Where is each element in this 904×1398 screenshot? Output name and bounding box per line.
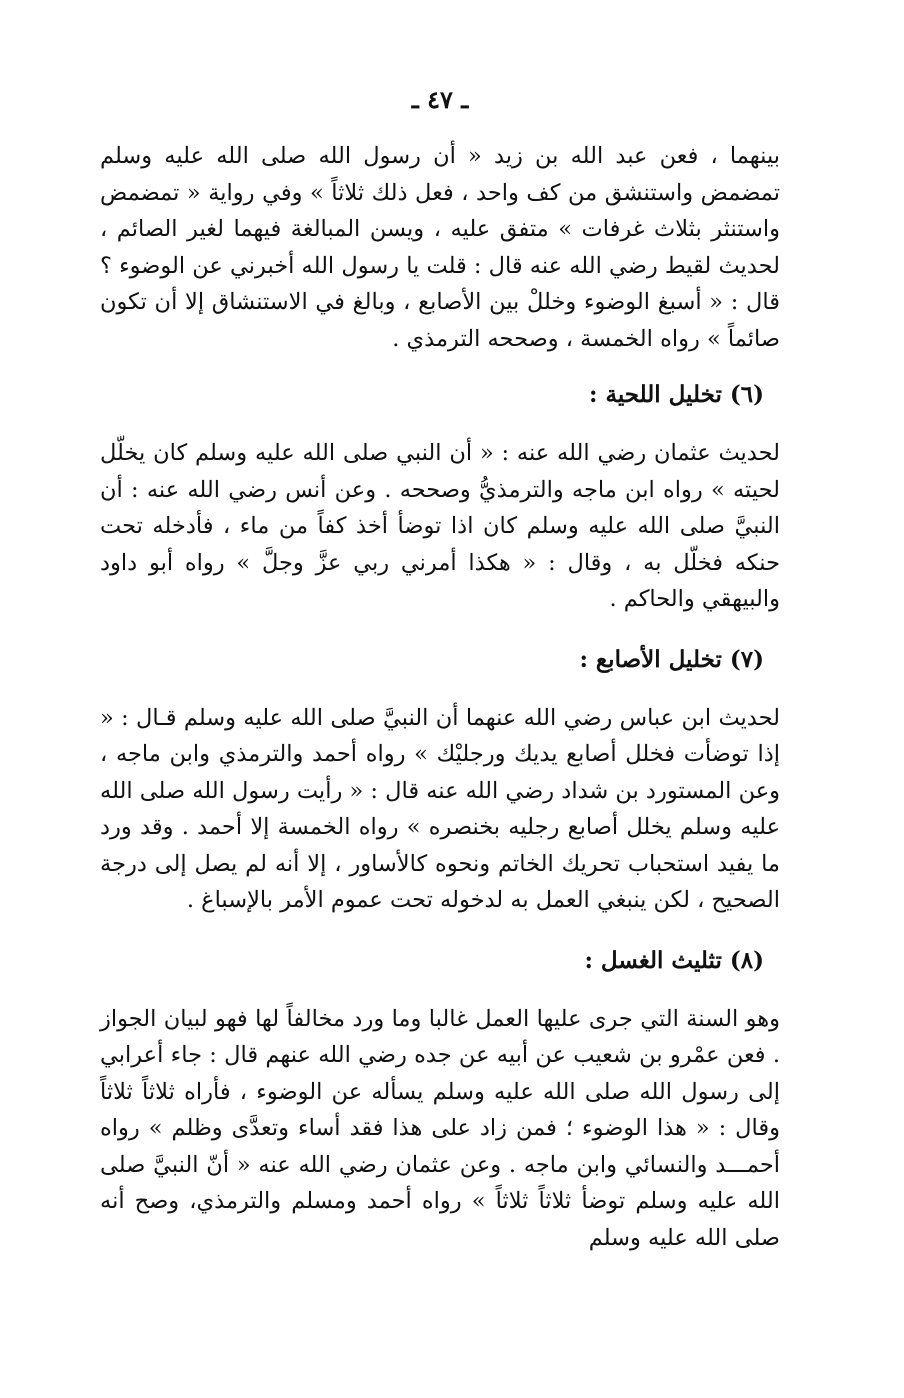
section-heading-beard: (٦) تخليل اللحية :: [589, 381, 764, 408]
section-text-fingers: لحديث ابن عباس رضي الله عنهما أن النبيَّ صلى الله عليه وسلم قـال : « إذا توضأت فخلل أصابع يديك ورجليْك » رواه أحمد والترمذي وابن ماجه ، وعن المستورد بن شداد رضي الله عنه قال : « رأيت رسول الله صلى الله عليه وسلم يخلل أصابع رجليه بخنصره » رواه الخمسة إلا أحمد . وقد ورد ما يفيد استحباب تحريك الخاتم ونحوه كالأساور ، إلا أنه لم يصل إلى درجة الصحيح ، لكن ينبغي العمل به لدخوله تحت عموم الأمر بالإسباغ .: [100, 704, 780, 913]
section-heading-fingers: (٧) تخليل الأصابع :: [579, 645, 764, 673]
page-number: ـ ٤٧ ـ: [411, 85, 469, 114]
section-text-beard: لحديث عثمان رضي الله عنه : « أن النبي صلى الله عليه وسلم كان يخلّل لحيته » رواه ابن ماجه والترمذيُّ وصححه . وعن أنس رضي الله عنه : أن النبيَّ صلى الله عليه وسلم كان اذا توضأ أخذ كفاً من ماء ، فأدخله تحت حنكه فخلّل به ، وقال : « هكذا أمرني ربي عزَّ وجلَّ » رواه أبو داود والبيهقي والحاكم .: [100, 440, 780, 612]
section-heading-triple-wash: (٨) تثليث الغسل :: [584, 946, 764, 974]
section-text-triple-wash: وهو السنة التي جرى عليها العمل غالبا وما ورد مخالفاً لها فهو لبيان الجواز . فعن عمْرو بن شعيب عن أبيه عن جده رضي الله عنهم قال : جاء أعرابي إلى رسول الله صلى الله عليه وسلم يسأله عن الوضوء ، فأراه ثلاثاً ثلاثاً وقال : « هذا الوضوء ؛ فمن زاد على هذا فقد أساء وتعدَّى وظلم » رواه أحمـــد والنسائي وابن ماجه . وعن عثمان رضي الله عنه « أنّ النبيَّ صلى الله عليه وسلم توضأ ثلاثاً ثلاثاً » رواه أحمد ومسلم والترمذي، وصح أنه صلى الله عليه وسلم: [100, 1005, 780, 1251]
intro-paragraph: بينهما ، فعن عبد الله بن زيد « أن رسول الله صلى الله عليه وسلم تمضمض واستنشق من كف واحد ، فعل ذلك ثلاثاً » وفي رواية « تمضمض واستنثر بثلاث غرفات » متفق عليه ، ويسن المبالغة فيهما لغير الصائم ، لحديث لقيط رضي الله عنه قال : قلت يا رسول الله أخبرني عن الوضوء ؟ قال : « أسبغ الوضوء وخللْ بين الأصابع ، وبالغ في الاستنشاق إلا أن تكون صائماً » رواه الخمسة ، وصححه الترمذي .: [100, 143, 780, 352]
document-page: [100, 80, 780, 1370]
